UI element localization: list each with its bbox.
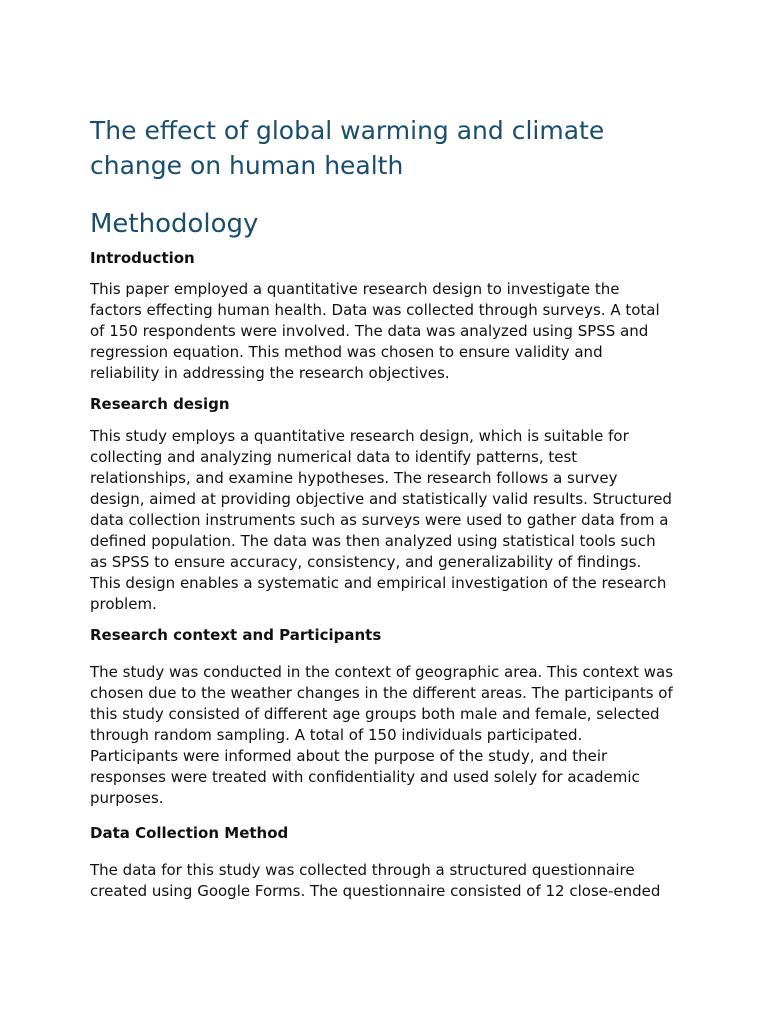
paragraph-line: created using Google Forms. The questionnaire consisted of 12 close-ended	[90, 882, 661, 900]
subheading-introduction: Introduction	[90, 249, 195, 267]
paragraph-line: relationships, and examine hypotheses. The research follows a survey	[90, 469, 618, 487]
paragraph-line: as SPSS to ensure accuracy, consistency, and generalizability of findings.	[90, 553, 642, 571]
paragraph-line: This study employs a quantitative research design, which is suitable for	[90, 427, 629, 445]
section-heading-methodology: Methodology	[90, 209, 259, 239]
paragraph-line: Participants were informed about the purpose of the study, and their	[90, 747, 608, 765]
paragraph-line: This paper employed a quantitative research design to investigate the	[90, 280, 620, 298]
paragraph-data-collection-method	[90, 860, 660, 902]
paragraph-line: The study was conducted in the context of geographic area. This context was	[90, 663, 674, 681]
paragraph-line: problem.	[90, 595, 157, 613]
paragraph-line: of 150 respondents were involved. The data was analyzed using SPSS and	[90, 322, 649, 340]
paragraph-introduction	[90, 279, 660, 384]
paragraph-research-design	[90, 426, 672, 615]
paragraph-line: collecting and analyzing numerical data to identify patterns, test	[90, 448, 578, 466]
paragraph-line: responses were treated with confidentiality and used solely for academic	[90, 768, 640, 786]
paragraph-line: reliability in addressing the research objectives.	[90, 364, 450, 382]
paragraph-line: through random sampling. A total of 150 individuals participated.	[90, 726, 583, 744]
paragraph-line: regression equation. This method was chosen to ensure validity and	[90, 343, 603, 361]
paragraph-research-context	[90, 662, 673, 809]
paragraph-line: factors effecting human health. Data was collected through surveys. A total	[90, 301, 660, 319]
subheading-research-context: Research context and Participants	[90, 626, 382, 644]
paragraph-line: defined population. The data was then analyzed using statistical tools such	[90, 532, 656, 550]
paragraph-line: this study consisted of different age groups both male and female, selected	[90, 705, 660, 723]
paragraph-line: chosen due to the weather changes in the different areas. The participants of	[90, 684, 673, 702]
subheading-research-design: Research design	[90, 395, 230, 413]
paragraph-line: This design enables a systematic and empirical investigation of the research	[90, 574, 667, 592]
subheading-data-collection-method: Data Collection Method	[90, 824, 289, 842]
paragraph-line: design, aimed at providing objective and statistically valid results. Structured	[90, 490, 672, 508]
paragraph-line: purposes.	[90, 789, 164, 807]
paragraph-line: The data for this study was collected through a structured questionnaire	[90, 861, 635, 879]
document-title: The effect of global warming and climate change on human health	[90, 116, 605, 180]
paragraph-line: data collection instruments such as surveys were used to gather data from a	[90, 511, 669, 529]
